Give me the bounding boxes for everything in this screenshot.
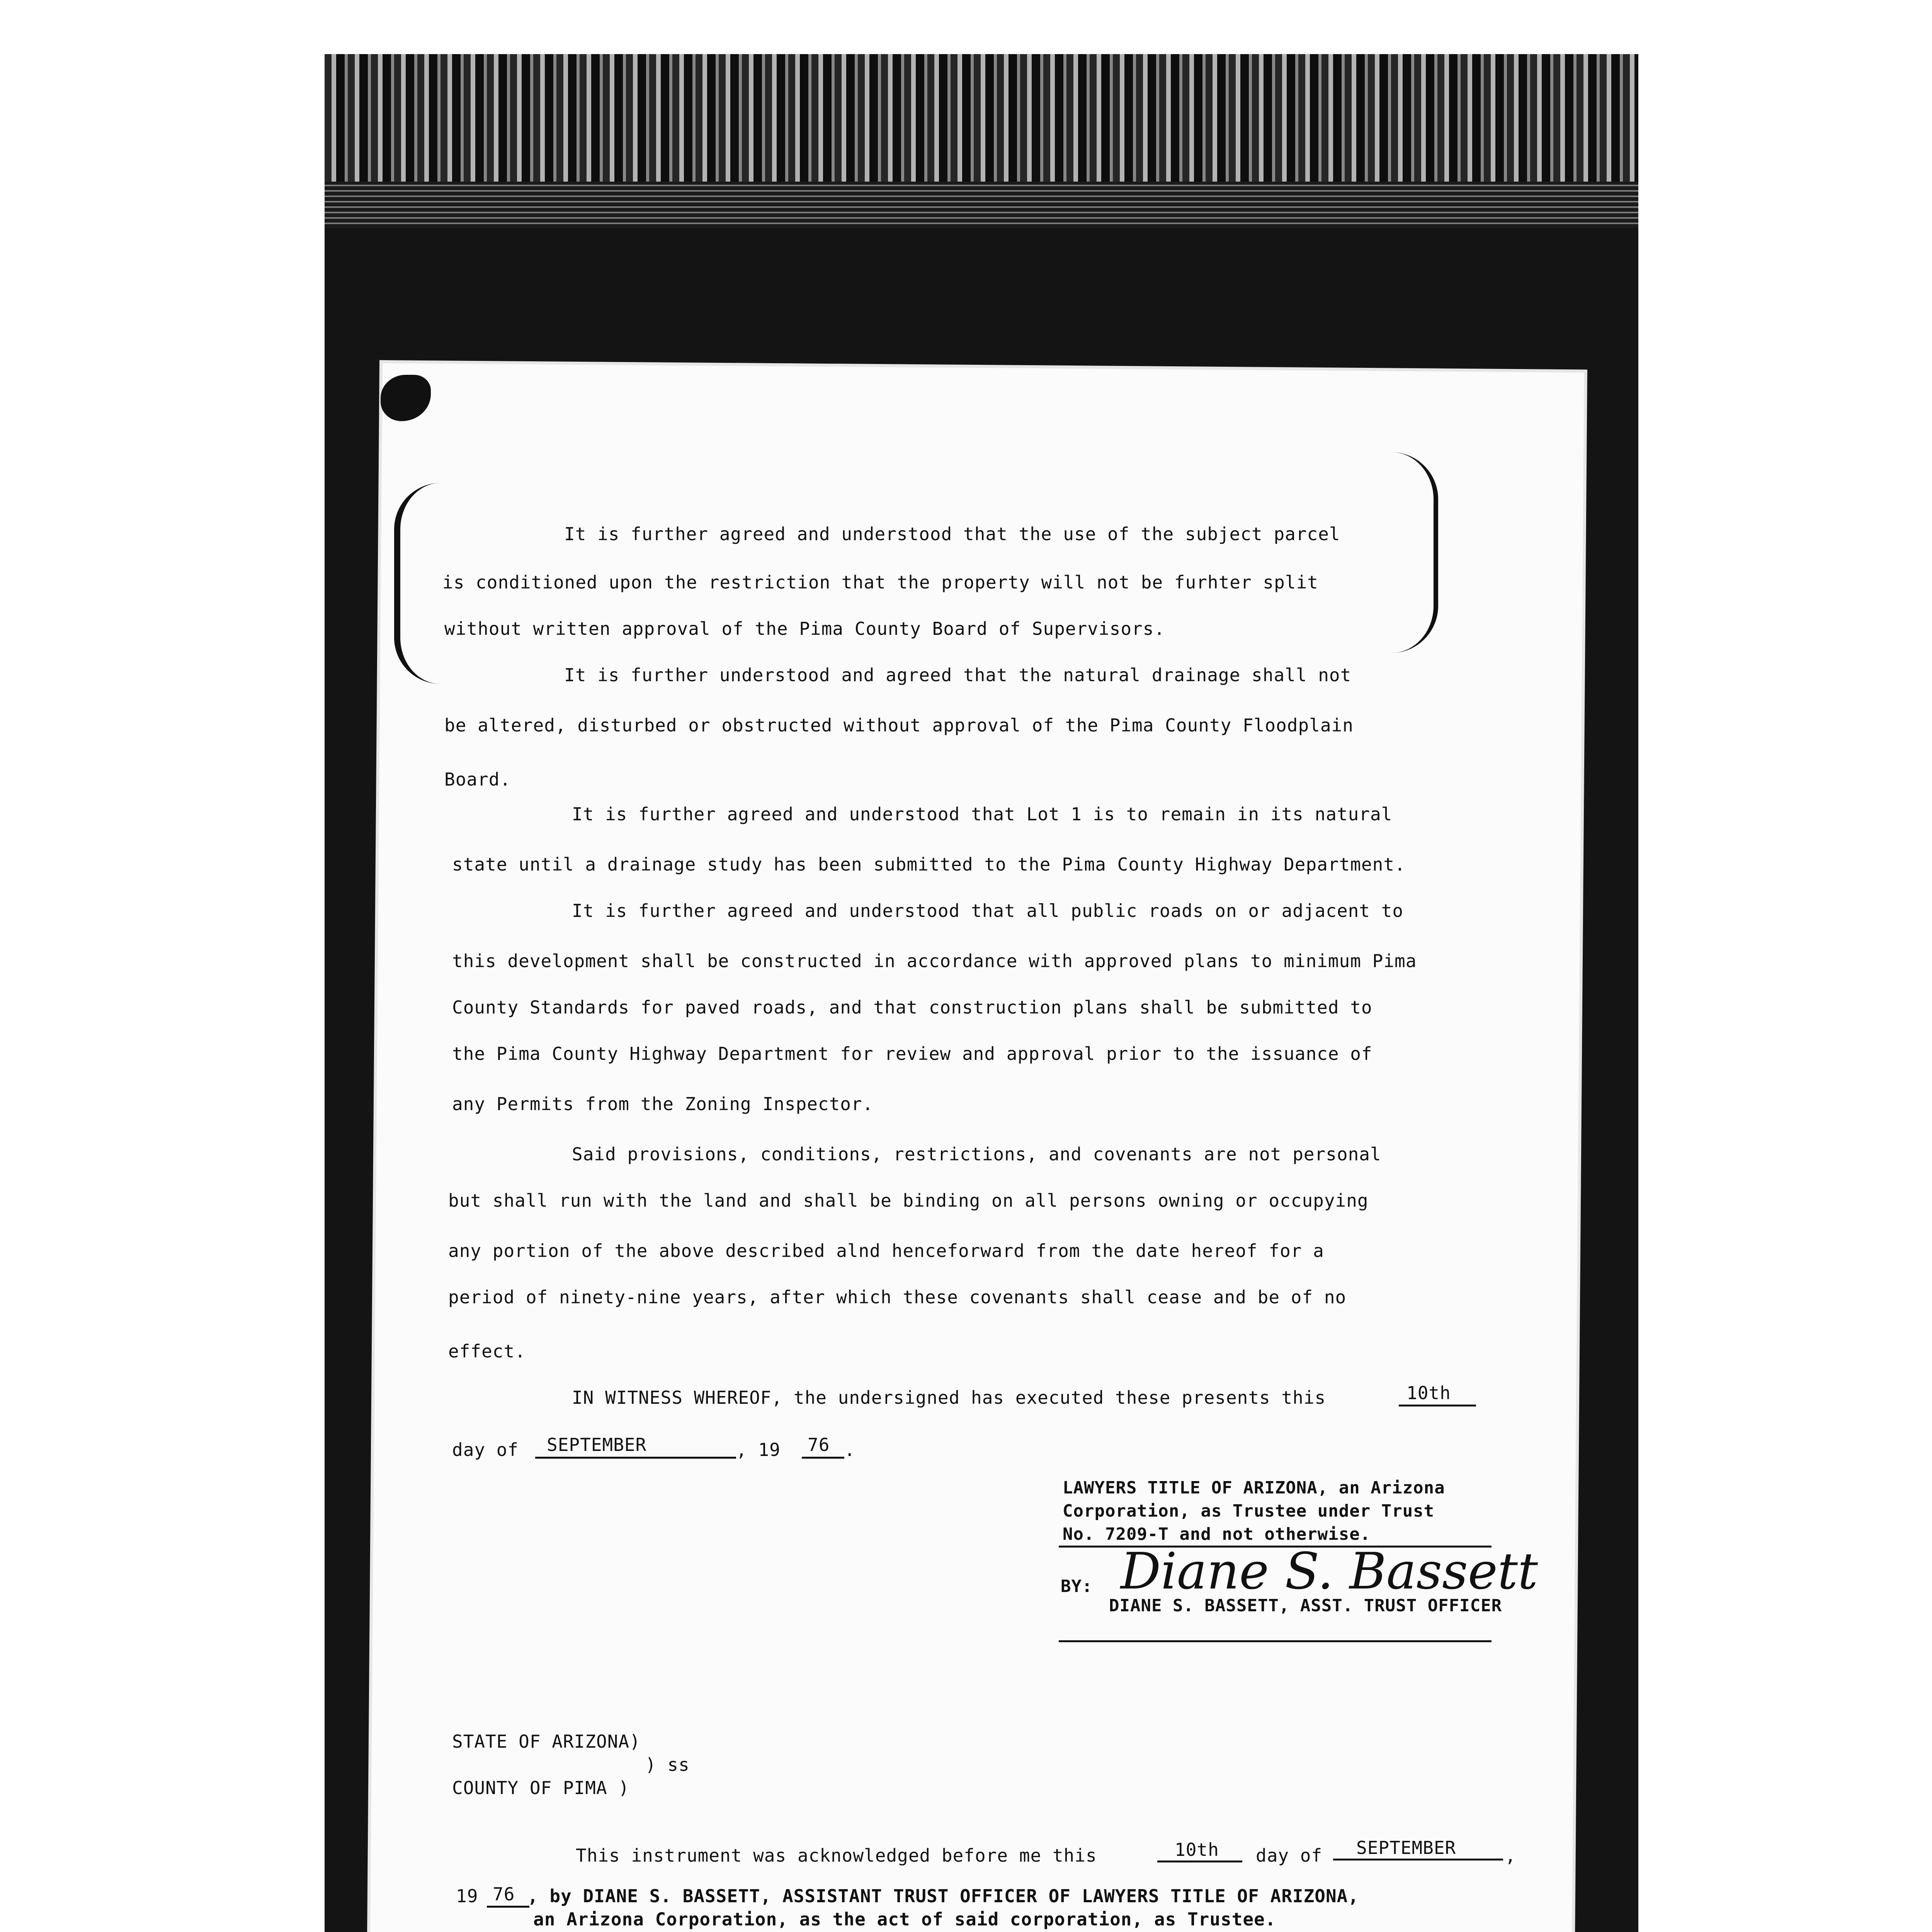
trustee-by-label: BY: xyxy=(1061,1577,1093,1596)
paragraph-4-line-3: County Standards for paved roads, and that construction plans shall be submitted to xyxy=(452,997,1372,1018)
paragraph-4-line-2: this development shall be constructed in accordance with approved plans to minimum Pima xyxy=(452,951,1417,971)
paragraph-2-line-3: Board. xyxy=(444,769,511,790)
ack-comma: , xyxy=(1505,1845,1516,1866)
left-bracket-mark xyxy=(394,483,443,684)
ack-line-2: , by DIANE S. BASSETT, ASSISTANT TRUST OFFICER OF LAWYERS TITLE OF ARIZONA, xyxy=(527,1886,1359,1906)
paragraph-5-line-5: effect. xyxy=(448,1341,526,1362)
paragraph-2-line-2: be altered, disturbed or obstructed without approval of the Pima County Floodplain xyxy=(444,715,1354,736)
ack-year-underline xyxy=(487,1906,529,1908)
witness-day: 10th xyxy=(1406,1383,1451,1403)
paragraph-5-line-4: period of ninety-nine years, after which these covenants shall cease and be of no xyxy=(448,1287,1347,1308)
venue-county: COUNTY OF PIMA ) xyxy=(452,1777,630,1798)
ack-day-underline xyxy=(1157,1861,1242,1862)
paragraph-4-line-4: the Pima County Highway Department for review and approval prior to the issuance of xyxy=(452,1043,1372,1064)
witness-day-underline xyxy=(1399,1405,1476,1406)
ack-line-3: an Arizona Corporation, as the act of said corporation, as Trustee. xyxy=(533,1909,1276,1930)
paragraph-5-line-2: but shall run with the land and shall be binding on all persons owning or occupying xyxy=(448,1190,1369,1211)
paragraph-5-line-1: Said provisions, conditions, restrictions, and covenants are not personal xyxy=(572,1144,1381,1165)
venue-ss: ) ss xyxy=(645,1754,690,1775)
paragraph-2-line-1: It is further understood and agreed that the natural drainage shall not xyxy=(564,665,1352,685)
witness-intro: IN WITNESS WHEREOF, the undersigned has executed these presents this xyxy=(572,1387,1326,1408)
trustee-line-1: LAWYERS TITLE OF ARIZONA, an Arizona xyxy=(1063,1478,1445,1498)
right-bracket-mark xyxy=(1391,452,1438,653)
paragraph-5-line-3: any portion of the above described alnd henceforward from the date hereof for a xyxy=(448,1240,1324,1261)
witness-year: 76 xyxy=(808,1434,830,1455)
ack-intro: This instrument was acknowledged before me this xyxy=(576,1845,1097,1866)
paragraph-1-line-1: It is further agreed and understood that the use of the subject parcel xyxy=(564,524,1340,544)
witness-month-underline xyxy=(535,1457,736,1459)
paragraph-4-line-5: any Permits from the Zoning Inspector. xyxy=(452,1094,874,1114)
ack-month: SEPTEMBER xyxy=(1356,1837,1456,1858)
venue-state: STATE OF ARIZONA) xyxy=(452,1731,641,1752)
trustee-signature: Diane S. Bassett xyxy=(1121,1542,1538,1600)
witness-year-underline xyxy=(802,1457,844,1459)
witness-period: . xyxy=(844,1439,855,1460)
witness-day-of: day of xyxy=(452,1439,519,1460)
ack-day: 10th xyxy=(1175,1839,1219,1860)
trustee-line-2: Corporation, as Trustee under Trust xyxy=(1063,1501,1435,1521)
witness-year-prefix: , 19 xyxy=(736,1439,781,1460)
witness-month: SEPTEMBER xyxy=(547,1434,647,1455)
scan-noise-band xyxy=(325,182,1638,228)
ack-year-prefix: 19 xyxy=(456,1886,478,1906)
paragraph-1-line-2: is conditioned upon the restriction that the property will not be furhter split xyxy=(442,572,1318,593)
ack-year: 76 xyxy=(493,1884,515,1905)
trustee-bottom-line xyxy=(1059,1640,1492,1642)
paragraph-3-line-2: state until a drainage study has been submitted to the Pima County Highway Department. xyxy=(452,854,1406,875)
paragraph-4-line-1: It is further agreed and understood that all public roads on or adjacent to xyxy=(572,900,1404,921)
ack-month-underline xyxy=(1333,1859,1503,1861)
trustee-officer-name: DIANE S. BASSETT, ASST. TRUST OFFICER xyxy=(1109,1596,1502,1616)
trustee-line-3: No. 7209-T and not otherwise. xyxy=(1063,1524,1371,1544)
paragraph-3-line-1: It is further agreed and understood that Lot 1 is to remain in its natural xyxy=(572,804,1393,825)
ack-day-of: day of xyxy=(1256,1845,1323,1866)
paragraph-1-line-3: without written approval of the Pima County Board of Supervisors. xyxy=(444,618,1165,639)
scan-noise-top xyxy=(325,54,1638,182)
